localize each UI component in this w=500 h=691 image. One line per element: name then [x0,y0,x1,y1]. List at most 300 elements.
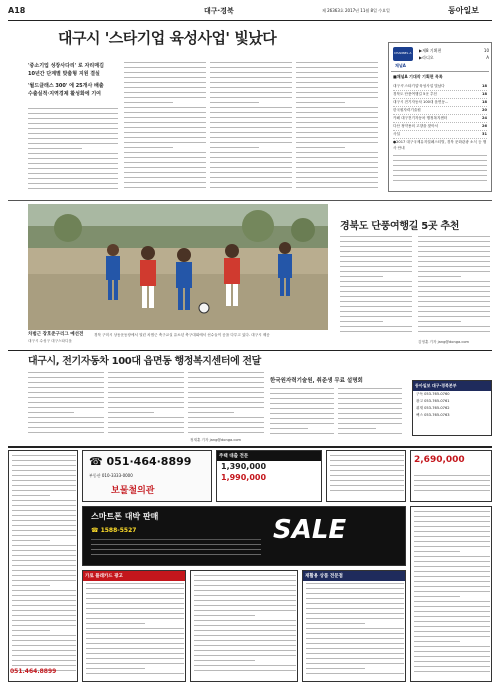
list-item: 경북도 단풍여행길 5곳 추천 18 [393,91,487,99]
text-line [108,417,184,418]
text-line [340,236,412,237]
ad-phone-banner [82,450,212,502]
text-line [194,660,255,661]
text-line [338,428,376,429]
photo-tag-title: 차범근 장호준구리그 예선전 [28,332,84,337]
text-line [210,112,292,113]
text-line [340,246,412,247]
text-line [306,583,404,584]
ad4-phone: 051.464.8899 [10,668,57,675]
text-line [86,603,184,604]
text-line [12,500,76,501]
text-line [12,455,76,456]
text-line [194,630,296,631]
text-line [12,595,76,596]
nuclear-body-col2 [338,388,402,440]
text-line [418,291,490,292]
reader-box-line: 취재 053-765-0762 [416,406,450,410]
text-line [28,133,118,134]
subhead-line: '월드클래스 300' 에 25개사 배출 [28,83,104,89]
page-number: A18 [8,6,26,15]
text-line [418,236,490,237]
text-line [338,413,402,414]
text-line [338,433,402,434]
text-line [188,407,264,408]
text-line [194,620,296,621]
text-line [12,605,76,606]
text-line [340,321,383,322]
text-line [12,520,76,521]
text-line [418,301,490,302]
text-line [270,408,334,409]
text-line [124,182,206,183]
subhead-line: '중소기업 성장사다리' 로 자리매김 [28,63,104,69]
text-line [306,598,404,599]
text-line [296,167,378,168]
text-line [414,636,490,637]
text-line [210,187,292,188]
text-line [414,671,490,672]
text-line [210,172,292,173]
text-line [188,377,264,378]
text-line [330,480,404,481]
text-line [86,668,145,669]
text-line [86,588,184,589]
text-line [12,510,76,511]
text-line [124,122,206,123]
text-line [270,388,334,389]
text-line [306,658,404,659]
subhead-line: 10년간 단계별 맞춤형 지원 결실 [28,71,100,77]
text-line [414,606,490,607]
text-line [12,530,76,531]
contents-list [393,83,487,139]
text-line [28,118,118,119]
text-line [414,480,490,481]
text-line [210,157,292,158]
channel-row [419,48,489,54]
text-line [296,97,378,98]
text-line [12,645,76,646]
ad-sale-banner [82,506,406,566]
text-line [418,241,490,242]
text-line [12,615,76,616]
text-line [210,122,292,123]
text-line [12,610,76,611]
text-line [12,575,76,576]
reader-box-line: 광고 053-765-0761 [416,399,450,403]
text-line [124,77,206,78]
text-line [28,158,118,159]
ev-headline: 대구시, 전기자동차 100대 읍면동 행정복지센터에 전달 [28,356,261,367]
text-line [86,658,184,659]
list-item: 대구시'스타기업'육성사업 빛났다 18 [393,83,487,91]
text-line [418,276,461,277]
text-line [414,536,490,537]
text-line [12,635,76,636]
text-line [86,673,184,674]
text-line [86,618,184,619]
row-label: ▶제8 기획편 [419,48,442,53]
text-line [194,650,296,651]
text-line [414,561,490,562]
text-line [124,147,173,148]
text-line [194,665,296,666]
text-line [124,127,206,128]
text-line [338,398,402,399]
text-line [124,117,206,118]
text-line [188,382,264,383]
text-line [270,413,334,414]
text-line [414,571,490,572]
lead-body-col3 [210,62,292,196]
text-line [270,418,334,419]
text-line [418,311,490,312]
text-line [418,271,490,272]
text-line [194,615,255,616]
text-line [12,470,76,471]
text-line [86,663,184,664]
text-line [28,153,118,154]
text-line [188,412,234,413]
text-line [194,575,296,576]
text-line [28,173,118,174]
text-line [340,256,412,257]
nuclear-headline: 한국원자력기술원, 취준생 무료 설명회 [270,378,363,384]
text-line [338,403,402,404]
text-line [340,326,412,327]
text-line [296,82,378,83]
text-line [124,87,206,88]
text-line [124,97,206,98]
text-line [188,402,264,403]
text-line [194,600,296,601]
text-line [28,108,118,109]
text-line [86,608,184,609]
text-line [28,397,104,398]
text-line [414,616,490,617]
text-line [414,641,460,642]
text-line [12,515,76,516]
text-line [86,593,184,594]
text-line [12,630,50,631]
text-line [306,638,404,639]
text-line [306,608,404,609]
issue-info: 제 26363호 2017년 11월 8일 수요일 [322,8,390,13]
text-line [28,417,104,418]
text-line [340,316,412,317]
text-line [108,432,184,433]
text-line [28,178,118,179]
text-line [12,540,50,541]
box-footer-lines [393,155,487,189]
ad5-text: 가로 플래카드 광고 [83,571,185,581]
text-line [28,377,104,378]
list-item: 카페 대구전기자동차 행정복지센터 24 [393,115,487,123]
text-line [28,163,118,164]
reader-box-title: 동아일보 대구·경북본부 [413,381,491,391]
text-line [124,162,206,163]
text-line [194,585,296,586]
text-line [188,417,264,418]
text-line [188,387,264,388]
ad3-price: 1,390,000 [221,462,267,471]
text-line [414,591,490,592]
ad3-price: 2,690,000 [414,455,465,465]
ad2-title: SALE [273,515,347,545]
text-line [296,157,378,158]
text-line [12,505,76,506]
photo-tag-sub: 대구시 수성구 대구스타디움 [28,339,72,343]
text-line [306,668,365,669]
text-line [330,455,404,456]
text-line [210,72,292,73]
text-line [12,590,76,591]
text-line [124,187,206,188]
text-line [108,392,184,393]
ad-price-list [216,450,322,502]
text-line [306,603,404,604]
text-line [210,107,292,108]
text-line [28,382,104,383]
text-line [330,460,404,461]
text-line [194,625,296,626]
text-line [210,177,292,178]
text-line [340,296,412,297]
text-line [12,640,76,641]
text-line [296,187,378,188]
text-line [210,137,292,138]
text-line [306,653,404,654]
text-line [418,246,490,247]
text-line [340,306,412,307]
text-line [124,102,173,103]
text-line [340,311,412,312]
text-line [338,408,402,409]
ev-body-col2 [108,372,184,438]
text-line [270,403,334,404]
text-line [124,62,206,63]
text-line [330,465,404,466]
text-line [414,541,490,542]
ad-bottom-right [302,570,406,682]
row-value: 10 [483,48,489,53]
text-line [306,643,404,644]
text-line [12,660,76,661]
text-line [86,653,184,654]
text-line [12,620,76,621]
text-line [28,427,104,428]
text-line [210,152,292,153]
ad1-brand: 보물철의관 [111,486,155,496]
text-line [124,152,206,153]
ad2-phone: ☎ 1588-5527 [91,527,137,534]
lead-body-col1 [28,108,118,196]
text-line [414,576,490,577]
text-line [12,565,76,566]
text-line [28,387,104,388]
text-line [296,137,378,138]
text-line [12,580,76,581]
list-item: 대구시 전기자동차 100대 읍면동... 18 [393,99,487,107]
text-line [108,402,184,403]
soccer-photo-illustration [28,204,328,330]
nuclear-body-col1 [270,388,334,440]
text-line [108,377,184,378]
text-line [414,601,490,602]
text-line [188,427,264,428]
text-line [86,633,184,634]
fall-body-col2 [418,236,490,338]
text-line [414,566,490,567]
text-line [296,112,378,113]
text-line [414,611,490,612]
logo-text: CHANNEL A [394,51,412,55]
text-line [210,82,292,83]
text-line [340,266,412,267]
text-line [296,162,378,163]
text-line [124,172,206,173]
lead-subhead [28,62,124,98]
text-line [306,613,404,614]
text-line [418,251,490,252]
text-line [12,525,76,526]
text-line [12,490,76,491]
text-line [296,87,378,88]
text-line [28,402,104,403]
text-line [28,392,104,393]
text-line [188,432,264,433]
text-line [414,661,490,662]
text-line [210,147,259,148]
photo-tag [28,332,92,344]
text-line [418,321,461,322]
text-line [124,92,206,93]
text-line [124,67,206,68]
text-line [296,117,378,118]
text-line [296,182,378,183]
text-line [306,628,404,629]
text-line [194,610,296,611]
text-line [28,138,118,139]
text-line [414,526,490,527]
text-line [414,651,490,652]
text-line [86,613,184,614]
text-line [12,495,50,496]
text-line [296,102,345,103]
text-line [210,62,292,63]
text-line [210,127,292,128]
text-line [306,663,404,664]
text-line [210,132,292,133]
text-line [296,177,378,178]
text-line [86,648,184,649]
fall-body-col1 [340,236,412,338]
text-line [124,177,206,178]
text-line [414,516,490,517]
channel-box [388,42,492,192]
text-line [28,188,118,189]
text-line [108,382,184,383]
text-line [12,655,76,656]
text-line [330,490,404,491]
text-line [28,148,82,149]
text-line [12,665,76,666]
text-line [86,598,184,599]
text-line [28,168,118,169]
text-line [210,87,292,88]
text-line [12,555,76,556]
text-line [28,422,104,423]
text-line [86,583,184,584]
text-line [418,306,490,307]
ad-price-list-right [326,450,406,502]
ad2-brand: 스마트폰 대박 판매 [91,512,159,521]
photo-caption: 경북 구미시 상동운동장에서 열린 차범근 축구교실 유소년 축구대회에서 선수들이 공을 다투고 있다. 대구시 제공 [94,333,270,337]
text-line [86,628,184,629]
text-line [270,423,334,424]
text-line [108,422,184,423]
text-line [306,633,404,634]
text-line [414,475,490,476]
text-line [340,291,412,292]
text-line [12,485,76,486]
text-line [12,480,76,481]
list-item: 한국원자력기술원 20 [393,107,487,115]
text-line [296,152,378,153]
text-line [340,261,412,262]
list-item: 다산 정약용의 고향을 찾아서 26 [393,123,487,131]
text-line [270,428,308,429]
text-line [108,397,184,398]
text-line [210,102,259,103]
text-line [296,172,378,173]
text-line [194,640,296,641]
text-line [124,157,206,158]
text-line [86,643,184,644]
lead-body-col2 [124,62,206,196]
ad3-brand: 주택 대출 전문 [217,451,321,461]
text-line [12,535,76,536]
text-line [418,326,490,327]
text-line [12,570,76,571]
text-line [393,180,487,181]
text-line [330,475,404,476]
soccer-photo [28,204,328,330]
text-line [124,107,206,108]
text-line [340,301,412,302]
ad1-sub: 부동산 010-3333-0000 [89,473,133,478]
ev-body-col1 [28,372,104,438]
text-line [270,393,334,394]
text-line [414,546,490,547]
text-line [414,656,490,657]
text-line [296,132,378,133]
ad-right-column [410,506,492,682]
row-value: A [486,55,489,60]
text-line [194,655,296,656]
list-item: 사설 31 [393,131,487,139]
text-line [414,556,490,557]
text-line [194,635,296,636]
channel-logo [393,47,413,61]
text-line [414,666,490,667]
row-label: ▶라디오 [419,55,434,60]
text-line [306,623,365,624]
text-line [28,412,74,413]
text-line [296,77,378,78]
text-line [414,586,490,587]
